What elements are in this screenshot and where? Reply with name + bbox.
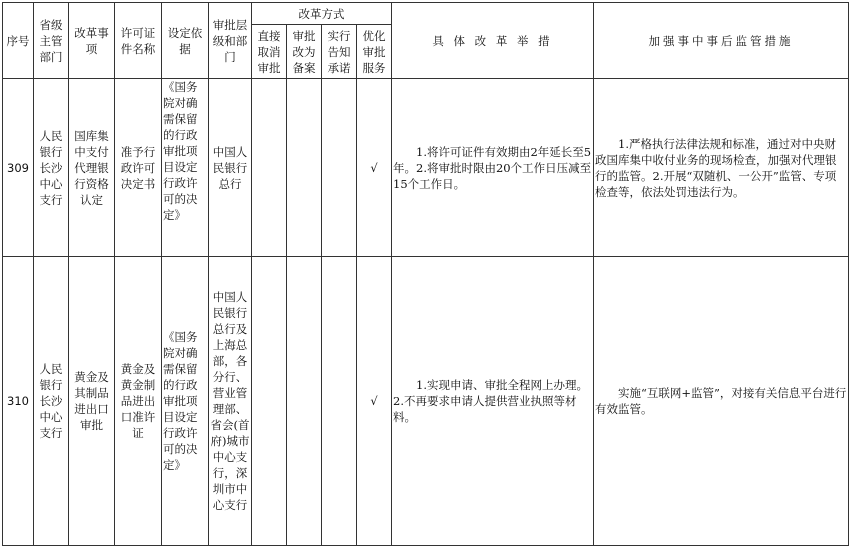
- row-measures: 1.将许可证件有效期由2年延长至5年。2.将审批时限由20个工作日压减至15个工作日。: [392, 79, 594, 257]
- table-row: [3, 257, 849, 546]
- col-header-commitment: 实行告知承诺: [322, 25, 357, 79]
- header-row-1: [3, 3, 849, 25]
- row-measures: 1.实现申请、审批全程网上办理。2.不再要求申请人提供营业执照等材料。: [392, 257, 594, 546]
- col-header-cert: 许可证件名称: [115, 3, 162, 79]
- row-level: 中国人民银行总行: [209, 79, 252, 257]
- row-dept: 人民银行长沙中心支行: [34, 79, 69, 257]
- row-cert: 准予行政许可决定书: [115, 79, 162, 257]
- row-seq: 309: [3, 79, 34, 257]
- row-item: 国库集中支付代理银行资格认定: [69, 79, 115, 257]
- row-supervision: 1.严格执行法律法规和标准，通过对中央财政国库集中收付业务的现场检查，加强对代理银行的监管。2.开展“双随机、一公开”监管、专项检查等，依法处罚违法行为。: [594, 79, 849, 257]
- row-cancel-mark: [252, 79, 287, 257]
- col-header-level: 审批层级和部门: [209, 3, 252, 79]
- row-level: 中国人民银行总行及上海总部，各分行、营业管理部、省会(首府)城市中心支行，深圳市中心支行: [209, 257, 252, 546]
- table-row: [3, 79, 849, 257]
- col-header-item: 改革事项: [69, 3, 115, 79]
- row-supervision: 实施“互联网+监管”，对接有关信息平台进行有效监管。: [594, 257, 849, 546]
- row-commitment-mark: [322, 79, 357, 257]
- row-dept: 人民银行长沙中心支行: [34, 257, 69, 546]
- row-filing-mark: [287, 257, 322, 546]
- col-header-dept: 省级主管部门: [34, 3, 69, 79]
- col-header-cancel: 直接取消审批: [252, 25, 287, 79]
- row-commitment-mark: [322, 257, 357, 546]
- row-basis: 《国务院对确需保留的行政审批项目设定行政许可的决定》: [162, 257, 209, 546]
- col-header-measures: 具 体 改 革 举 措: [392, 3, 594, 79]
- row-filing-mark: [287, 79, 322, 257]
- col-header-basis: 设定依据: [162, 3, 209, 79]
- row-seq: 310: [3, 257, 34, 546]
- row-optimize-mark: √: [357, 257, 392, 546]
- row-cert: 黄金及黄金制品进出口准许证: [115, 257, 162, 546]
- row-cancel-mark: [252, 257, 287, 546]
- col-header-optimize: 优化审批服务: [357, 25, 392, 79]
- col-header-supervision: 加强事中事后监管措施: [594, 3, 849, 79]
- reform-items-table: [2, 2, 849, 546]
- row-item: 黄金及其制品进出口审批: [69, 257, 115, 546]
- col-header-method-group: 改革方式: [252, 3, 392, 25]
- col-header-filing: 审批改为备案: [287, 25, 322, 79]
- row-optimize-mark: √: [357, 79, 392, 257]
- row-basis: 《国务院对确需保留的行政审批项目设定行政许可的决定》: [162, 79, 209, 257]
- col-header-seq: 序号: [3, 3, 34, 79]
